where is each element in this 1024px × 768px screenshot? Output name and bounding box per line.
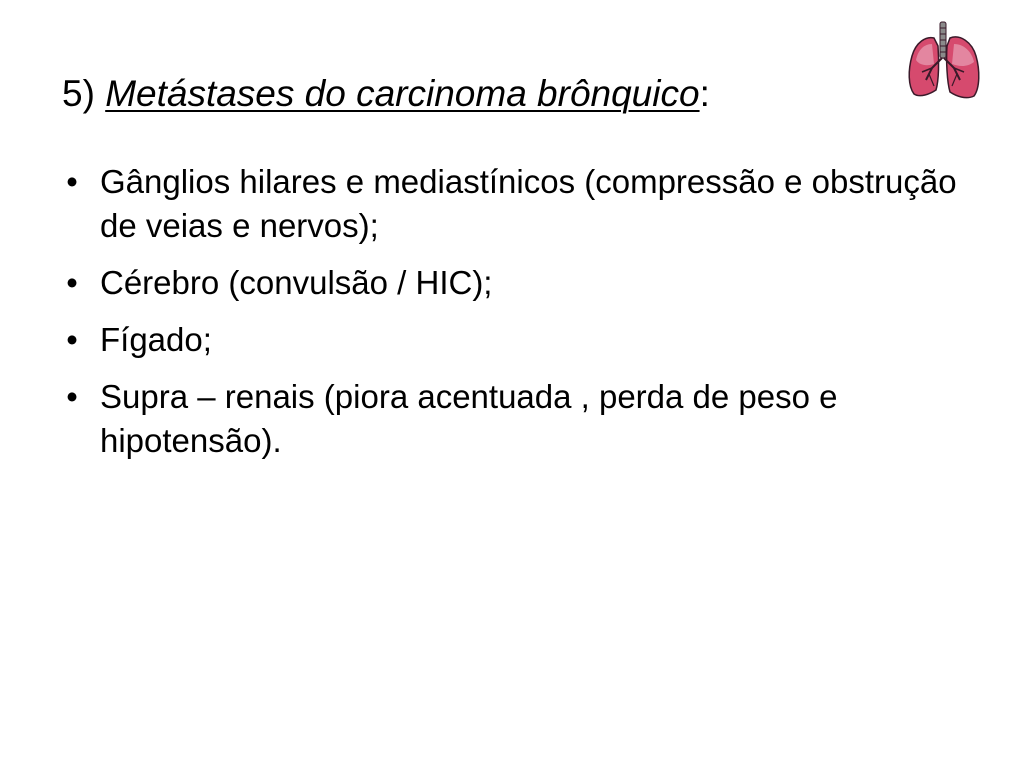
bullet-text: Cérebro (convulsão / HIC); [100, 264, 493, 301]
bullet-symbol: • [66, 378, 78, 415]
slide-title [62, 72, 710, 116]
list-item [62, 375, 982, 463]
title-suffix: : [699, 73, 710, 114]
bullet-symbol: • [66, 163, 78, 200]
bullet-symbol: • [66, 264, 78, 301]
list-item [62, 160, 982, 248]
title-number: 5) [62, 73, 106, 114]
list-item [62, 261, 982, 305]
bullet-list [62, 160, 982, 476]
list-item [62, 318, 982, 362]
bullet-text: Supra – renais (piora acentuada , perda de peso e hipotensão). [100, 378, 838, 459]
bullet-text: Fígado; [100, 321, 212, 358]
title-emphasis: Metástases do carcinoma brônquico [105, 73, 700, 114]
bullet-text: Gânglios hilares e mediastínicos (compressão e obstrução de veias e nervos); [100, 163, 957, 244]
lungs-icon [904, 20, 984, 102]
bullet-symbol: • [66, 321, 78, 358]
